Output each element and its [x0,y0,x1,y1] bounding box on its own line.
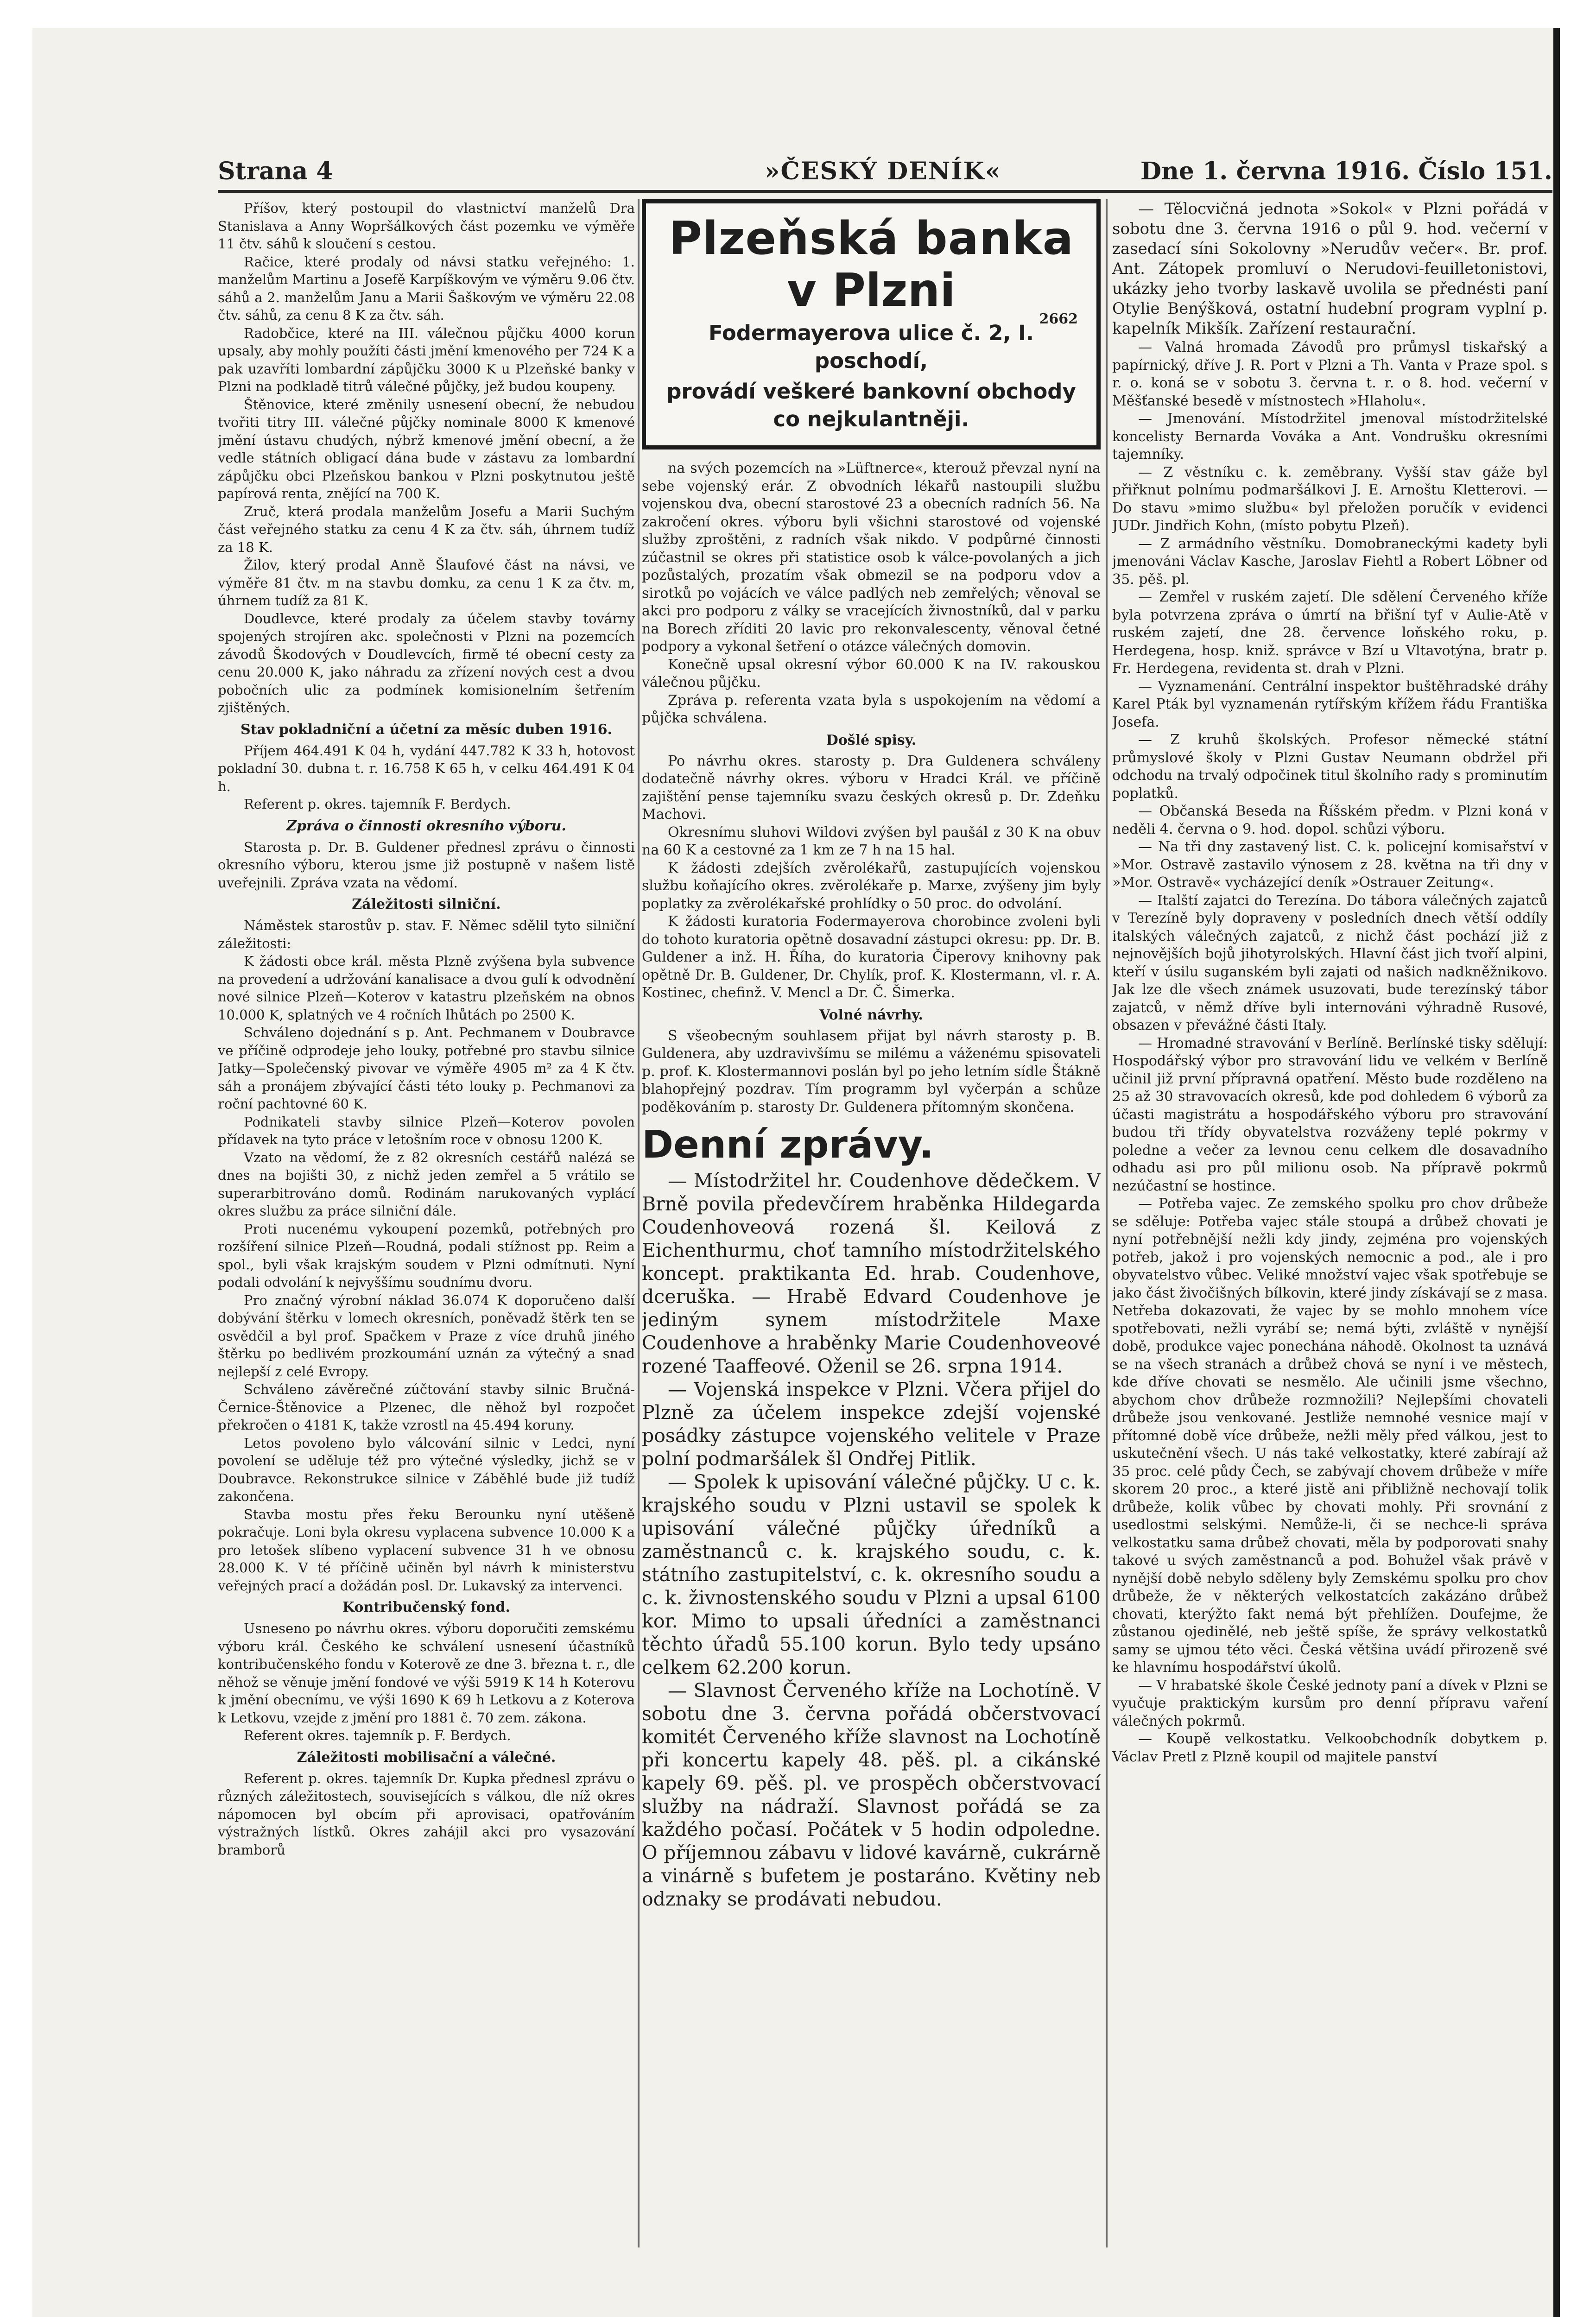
article-paragraph: Stavba mostu přes řeku Berounku nyní utěšeně pokračuje. Loni byla okresu vyplacena subvence 10.000 K a pro letošek slíbeno vyplacení subvence 31 h ve obnosu 28.000 K. V té příčině učiněn byl návrh k ministerstvu veřejných prací a dožádán posl. Dr. Lukavský za intervenci. [218,1506,635,1594]
article-paragraph: Žilov, který prodal Anně Šlaufové část na návsi, ve výměře 81 čtv. m na stavbu domku, za cenu 1 K za čtv. m, úhrnem tudíž za 81 K. [218,557,635,608]
newspaper-title: »ČESKÝ DENÍK« [765,157,1001,185]
news-item: — Z věstníku c. k. zeměbrany. Vyšší stav gáže byl přiřknut polnímu podmaršálkovi J. E. Arnoštu Kletterovi. — Do stavu »mimo službu« byl přeložen poručík v evidenci JUDr. Jindřich Kohn, (místo pobytu Plzeň). [1112,464,1548,534]
ad-bank-name: Plzeňská banka [669,212,1074,265]
news-item: — Místodržitel hr. Coudenhove dědečkem. V Brně povila předevčírem hraběnka Hildegarda Coudenhoveová rozená šl. Keilová z Eichenthurmu, choť tamního místodržitelského koncept. praktikanta Ed. hrab. Coudenhove, dceruška. — Hrabě Edvard Coudenhove je jediným synem místodržitele Maxe Coudenhove a hraběnky Marie Coudenhoveové rozené Taaffeové. Oženil se 26. srpna 1914. [642,1170,1101,1377]
news-item: — Z armádního věstníku. Domobraneckými kadety byli jmenováni Václav Kasche, Jaroslav Fiehtl a Robert Löbner od 35. pěš. pl. [1112,535,1548,588]
article-paragraph: Schváleno závěrečné zúčtování stavby silnic Bručná-Černice-Štěnovice a Plzenec, dle něhož byl rozpočet překročen o 4181 K, takže vzrostl na 45.494 koruny. [218,1381,635,1433]
article-paragraph: na svých pozemcích na »Lüftnerce«, kterouž převzal nyní na sebe vojenský erár. Z obvodních lékařů nastoupili službu vojenskou dva, obecní starostové 23 a obecních radních 56. Na zakročení okres. výboru byli všichni starostové od vojenské služby zproštěni, z radních však nikdo. V podpůrné činnosti zúčastnil se okres při statistice osob k válce-povolaných a jich pozůstalých, prozatím však obmezil se na podporu vdov a sirotků po vojácích ve válce padlých neb zemřelých; věnoval se akci pro podporu z války se vracejících živnostníků, dal v parku na Borech zříditi 20 lavic pro rekonvalescenty, věnoval četné podpory a vykonal šetření o otázce válečných domovin. [642,460,1101,655]
news-block [642,1169,1101,1911]
page-number: Strana 4 [218,157,333,185]
article-paragraph: K žádosti zdejších zvěrolékařů, zastupujících vojenskou službu koňajícího okres. zvěrolékaře p. Marxe, zvýšeny jim byly poplatky za zvěrolékařské prohlídky o 50 proc. do odvolání. [642,860,1101,912]
column-divider [1106,199,1108,2247]
subheading: Zpráva o činnosti okresního výboru. [286,817,566,834]
article-paragraph: K žádosti obce král. města Plzně zvýšena byla subvence na provedení a udržování kanalisace a dvou gulí k odvodnění nové silnice Plzeň—Koterov v katastru plzeňském na obnos 10.000 K, splatných ve 4 ročních lhůtách po 2500 K. [218,953,635,1023]
article-paragraph: Letos povoleno bylo válcování silnic v Ledci, nyní povolení se uděluje též pro výtečné výsledky, jichž se v Doubravce. Rekonstrukce silnice v Záběhlé bude již tudíž zakončena. [218,1435,635,1504]
subheading: Volné návrhy. [819,1007,923,1023]
news-item: — Hromadné stravování v Berlíně. Berlínské tisky sdělují: Hospodářský výbor pro stravování lidu ve velkém v Berlíně učinil již první přípravná opatření. Město bude rozděleno na 25 až 30 stravovacích okresů, kde pod dohledem 6 výborů za účasti magistrátu a hospodářského výboru pro stravování budou tři třídy obyvatelstva rozváženy teplé pokrmy v poledne a večer za levnou cenu celkem dle dosavadního odhadu asi pro půl milionu osob. Na přípravě pokrmů nezúčastní se hostince. [1112,1035,1548,1194]
news-item: — Spolek k upisování válečné půjčky. U c. k. krajského soudu v Plzni ustavil se spolek k upisování válečné půjčky úředníků a zaměstnanců c. k. krajského soudu, c. k. státního zastupitelství, c. k. okresního soudu a c. k. živnostenského soudu v Plzni a upsal 6100 kor. Mimo to upsali úředníci a zaměstnanci těchto úřadů 55.100 korun. Bylo tedy upsáno celkem 62.200 korun. [642,1471,1101,1678]
news-item: — Potřeba vajec. Ze zemského spolku pro chov drůbeže se sděluje: Potřeba vajec stále stoupá a drůbež chovati je nyní potřebnější nežli kdy jindy, zejména pro vojenských potřeb, jakož i pro vojenských nemocnic a pod., ale i pro obyvatelstvo vůbec. Veliké množství vajec však spotřebuje se jako část živočišných bílkovin, které jindy získávají se z masa. Netřeba dokazovati, že vajec by se mohlo mnohem více spotřebovati, nežli vyrábí se; nemá býti, zvláště v nynější době, produkce vajec ponechána náhodě. Okolnost ta uznává se na všech stranách a drůbež chová se nyní i ve městech, kde dříve chovati se nesmělo. Ale učinili jsme všechno, abychom chov drůbeže rozmnožili? Nejlepšími chovateli drůbeže jsou venkované. Jestliže nemnohé vesnice mají v přítomné době více drůbeže, nežli měly před válkou, jest to uskutečnění všech. U nás také velkostatky, které zabírají až 35 proc. celé půdy Čech, se zabývají chovem drůbeže v míře skorem 20 proc., a které jistě ani přibližně nechovají tolik drůbeže, kolik vůbec by chovati mohly. Při srovnání z usedlostmi selskými. Nemůže-li, či se nechce-li správa velkostatku sama drůbež chovati, měla by podporovati snahy takové u svých zaměstnanců a pod. Bohužel však právě v nynější době nebylo sděleny byly Zemskému spolku pro chov drůbeže, že v některých velkostatcích zakázáno drůbež chovati, kterýžto fakt nemá být přehlížen. Doufejme, že zůstanou ojedinělé, neb ještě spíše, že správy velkostatků samy se ujmou této věci. Česká většina uvádí přirozeně své ke hlavnímu hospodářství úkolů. [1112,1196,1548,1676]
article-paragraph: Náměstek starostův p. stav. F. Němec sdělil tyto silniční záležitosti: [218,918,635,951]
article-paragraph: Zruč, která prodala manželům Josefu a Marii Suchým část veřejného statku za cenu 4 K za čtv. sáh, úhrnem tudíž za 18 K. [218,503,635,555]
article-paragraph: Konečně upsal okresní výbor 60.000 K na IV. rakouskou válečnou půjčku. [642,656,1101,690]
column-right [1112,199,1548,2238]
column-middle [642,199,1101,2238]
news-item: — Koupě velkostatku. Velkoobchodník dobytkem p. Václav Pretl z Plzně koupil od majitele panství [1112,1731,1548,1765]
news-item: — Vojenská inspekce v Plzni. Včera přijel do Plzně za účelem inspekce zdejší vojenské posádky zástupce vojenského velitele v Praze polní podmaršálek šl Ondřej Pitlik. [642,1378,1101,1470]
section-heading: Denní zprávy. [642,1123,934,1167]
column-divider [638,199,640,2247]
ad-address: Fodermayerova ulice č. 2, I. poschodí, [708,321,1034,373]
subheading: Záležitosti mobilisační a válečné. [297,1749,556,1766]
page-header [218,153,1552,193]
news-item: — Jmenování. Místodržitel jmenoval místodržitelské koncelisty Bernarda Vováka a Ant. Vondrušku okresními tajemníky. [1112,411,1548,462]
article-paragraph: Podnikateli stavby silnice Plzeň—Koterov povolen přídavek na tyto práce v letošním roce v obnosu 1200 K. [218,1114,635,1147]
news-item: — Italští zajatci do Terezína. Do tábora válečných zajatců v Terezíně byly dopraveny v posledních dnech větší oddíly italských válečných zajatců, z nichž část pochází již z nejnovějších bojů jihotyrolských. Hlavní část jich tvoří alpini, kteří v úsilu suganském byli zajati od našich nadkněžnikovo. Jak lze dle všech známek usuzovati, bude terezínský tábor zajatců, v němž dříve byli internováni výhradně Rusové, obsazen v převážné části Italy. [1112,892,1548,1033]
subheading: Stav pokladniční a účetní za měsíc duben 1916. [241,721,612,738]
news-item: — Valná hromada Závodů pro průmysl tiskařský a papírnický, dříve J. R. Port v Plzni a Th. Vanta v Praze spol. s r. o. koná se v sobotu 3. června t. r. o 8. hod. večerní v Měšťanské besedě v místnostech »Hlaholu«. [1112,339,1548,409]
article-paragraph: Příšov, který postoupil do vlastnictví manželů Dra Stanislava a Anny Wopršálkových část pozemku ve výměře 11 čtv. sáhů k sloučení s cestou. [218,200,635,252]
article-paragraph: Referent p. okres. tajemník F. Berdych. [244,796,511,812]
issue-date-number: Dne 1. června 1916. Číslo 151. [1140,157,1552,185]
news-item: — Vyznamenání. Centrální inspektor buštěhradské dráhy Karel Pták byl vyznamenán rytířským křížem řádu Františka Josefa. [1112,678,1548,730]
ad-offer: provádí veškeré bankovní obchody co nejkulantněji. [666,379,1076,431]
article-paragraph: Příjem 464.491 K 04 h, vydání 447.782 K 33 h, hotovost pokladní 30. dubna t. r. 16.758 K 65 h, v celku 464.491 K 04 h. [218,742,635,794]
article-paragraph: S všeobecným souhlasem přijat byl návrh starosty p. B. Guldenera, aby uzdravivšímu se milému a váženému spisovateli p. prof. K. Klostermannovi poslán byl po jeho letním sídle Štákně blahopřejný pozdrav. Tím programm byl vyčerpán a schůze poděkováním p. starosty Dr. Guldenera přítomným skončena. [642,1027,1101,1115]
news-item: — Tělocvičná jednota »Sokol« v Plzni pořádá v sobotu dne 3. června 1916 o půl 9. hod. večerní v zasedací síni Sokolovny »Nerudův večer«. Br. prof. Ant. Zátopek promluví o Nerudovi-feuilletonistovi, ukázky jeho tvorby laskavě uvolila se přednésti paní Otylie Benýšková, ostatní hudební program vyplní p. kapelník Mikšík. Zařízení restaurační. [1112,200,1548,338]
article-paragraph: Starosta p. Dr. B. Guldener přednesl zprávu o činnosti okresního výboru, kterou jsme již postupně v našem listě uveřejnili. Zpráva vzata na vědomí. [218,839,635,891]
news-item: — Z kruhů školských. Profesor německé státní průmyslové školy v Plzni Gustav Neumann obdržel při odchodu na trvalý odpočinek titul školního rady s prominutím poplatků. [1112,732,1548,802]
article-paragraph: Schváleno dojednání s p. Ant. Pechmanem v Doubravce ve příčině odprodeje jeho louky, potřebné pro stavbu silnice Jatky—Společenský pivovar ve výměře 4905 m² za 4 K čtv. sáh a pronájem zbývající části této louky p. Pechmanovi za roční pachtovné 60 K. [218,1025,635,1112]
article-paragraph: Račice, které prodaly od návsi statku veřejného: 1. manželům Martinu a Josefě Karpíškovým ve výměru 9.06 čtv. sáhů a 2. manželům Janu a Marii Šaškovým ve výměru 22.08 čtv. sáhů, za cenu 8 K za čtv. sáh. [218,253,635,323]
article-paragraph: Štěnovice, které změnily usnesení obecní, že nebudou tvořiti titry III. válečné půjčky nominale 8000 K kmenové jmění ústavu chudých, nýbrž kmenové jmění obecní, a že vedle státních obligací dána bude v zástavu za lombardní zápůjčku obci Plzeňskou bankou v Plzni poskytnutou ještě papírová renta, znějící na 700 K. [218,396,635,501]
column-left [218,199,635,2238]
ad-number: 2662 [1039,311,1078,327]
subheading: Záležitosti silniční. [352,896,501,912]
news-item: — Slavnost Červeného kříže na Lochotíně. V sobotu dne 3. června pořádá občerstvovací komitét Červeného kříže slavnost na Lochotíně při koncertu kapely 48. pěš. pl. a cikánské kapely 69. pěš. pl. ve prospěch občerstvovací služby na nádraží. Slavnost pořádá se za každého počasí. Počátek v 5 hodin odpoledne. O příjemnou zábavu v lidové kavárně, cukrárně a vinárně s bufetem je postaráno. Květiny neb odznaky se prodávati nebudou. [642,1679,1101,1910]
article-paragraph: K žádosti kuratoria Fodermayerova chorobince zvoleni byli do tohoto kuratoria opětně dosavadní zástupci okresu: pp. Dr. B. Guldener a inž. H. Říha, do kuratoria Čiperovy knihovny pak opětně Dr. B. Guldener, Dr. Chylík, prof. K. Klostermann, vl. r. A. Kostinec, chefinž. V. Mencl a Dr. Č. Šimerka. [642,913,1101,1001]
article-paragraph: Doudlevce, které prodaly za účelem stavby továrny spojených strojíren akc. společnosti v Plzni na pozemcích závodů Škodových v Doudlevcích, firmě té obecní cesty za cenu 20.000 K, jako náhradu za zřízení nových cest a dvou pobočních ulic za podmínek komisionelním šetřením zjištěných. [218,610,635,715]
article-paragraph: Zpráva p. referenta vzata byla s uspokojením na vědomí a půjčka schválena. [642,692,1101,726]
subheading: Došlé spisy. [826,732,917,748]
news-item: — Občanská Beseda na Říšském předm. v Plzni koná v neděli 4. června o 9. hod. dopol. schůzi výboru. [1112,803,1548,837]
news-item: — V hrabatské škole České jednoty paní a dívek v Plzni se vyučuje praktickým kursům pro denní přípravu vaření válečných pokrmů. [1112,1677,1548,1729]
article-paragraph: Radobčice, které na III. válečnou půjčku 4000 korun upsaly, aby mohly použíti části jmění kmenového per 724 K a pak uzavříti lombardní zápůjčku 3000 K u Plzeňské banky v Plzni na podkladě titrů válečné půjčky, jež budou koupeny. [218,325,635,394]
subheading: Kontribučenský fond. [342,1599,510,1615]
article-paragraph: Referent okres. tajemník p. F. Berdych. [244,1728,511,1743]
news-item: — Zemřel v ruském zajetí. Dle sdělení Červeného kříže byla potvrzena zpráva o úmrtí na břišní tyf v Aulie-Atě v ruském zajetí, dne 28. července loňského roku, p. Herdegena, hosp. kniž. správce v Bzí u Vltavotýna, bratr p. Fr. Herdegena, revidenta st. drah v Plzni. [1112,589,1548,677]
article-paragraph: Pro značný výrobní náklad 36.074 K doporučeno další dobývání štěrku v lomech okresních, poněvadž štěrk ten se osvědčil a byl prof. Spačkem v Praze z více druhů jiného štěrku po bedlivém prozkoumání uznán za výtečný a snad nejlepší z celé Evropy. [218,1292,635,1380]
page-edge-shadow [1553,28,1560,2317]
ad-bank-city: v Plzni [787,264,956,317]
article-paragraph: Po návrhu okres. starosty p. Dra Guldenera schváleny dodatečně návrhy okres. výboru v Hradci Král. ve příčině zajištění pense tajemníku svazu českých okresů p. Dr. Zdeňku Machovi. [642,753,1101,823]
news-item: — Na tři dny zastavený list. C. k. policejní komisařství v »Mor. Ostravě zastavilo výnosem z 28. května na tři dny v »Mor. Ostravě« vycházející deník »Ostrauer Zeitung«. [1112,839,1548,891]
article-paragraph: Referent p. okres. tajemník Dr. Kupka přednesl zprávu o různých záležitostech, souvisejících s válkou, dle níž okres nápomocen byl obcím při aprovisaci, opatřováním výstražných lístků. Okres zahájil akci pro vysazování bramborů [218,1770,635,1858]
article-paragraph: Okresnímu sluhovi Wildovi zvýšen byl paušál z 30 K na obuv na 60 K a cestovné za 1 km ze 7 h na 15 hal. [642,824,1101,858]
article-paragraph: Proti nucenému vykoupení pozemků, potřebných pro rozšíření silnice Plzeň—Roudná, podali stížnost pp. Reim a spol., byli však krajským soudem v Plzni odmítnuti. Nyní podali odvolání k nejvyššímu soudnímu dvoru. [218,1221,635,1290]
article-paragraph: Usneseno po návrhu okres. výboru doporučiti zemskému výboru král. Českého ke schválení usnesení účastníků kontribučenského fondu v Koterově ze dne 3. března t. r., dle něhož se věnuje jmění fondové ve výši 5919 K 14 h Koterovu k jmění obecnímu, ve výši 1690 K 69 h Letkovu a z Koterova k Letkovu, vzejde z jmění pro 1881 č. 70 zem. zákona. [218,1621,635,1726]
bank-advertisement [642,199,1101,449]
article-paragraph: Vzato na vědomí, že z 82 okresních cestářů nalézá se dnes na bojišti 30, z nichž jeden zemřel a 5 vrátilo se superarbitrováno domů. Rodinám narukovaných vyplácí okres službu za práce silniční dále. [218,1149,635,1219]
